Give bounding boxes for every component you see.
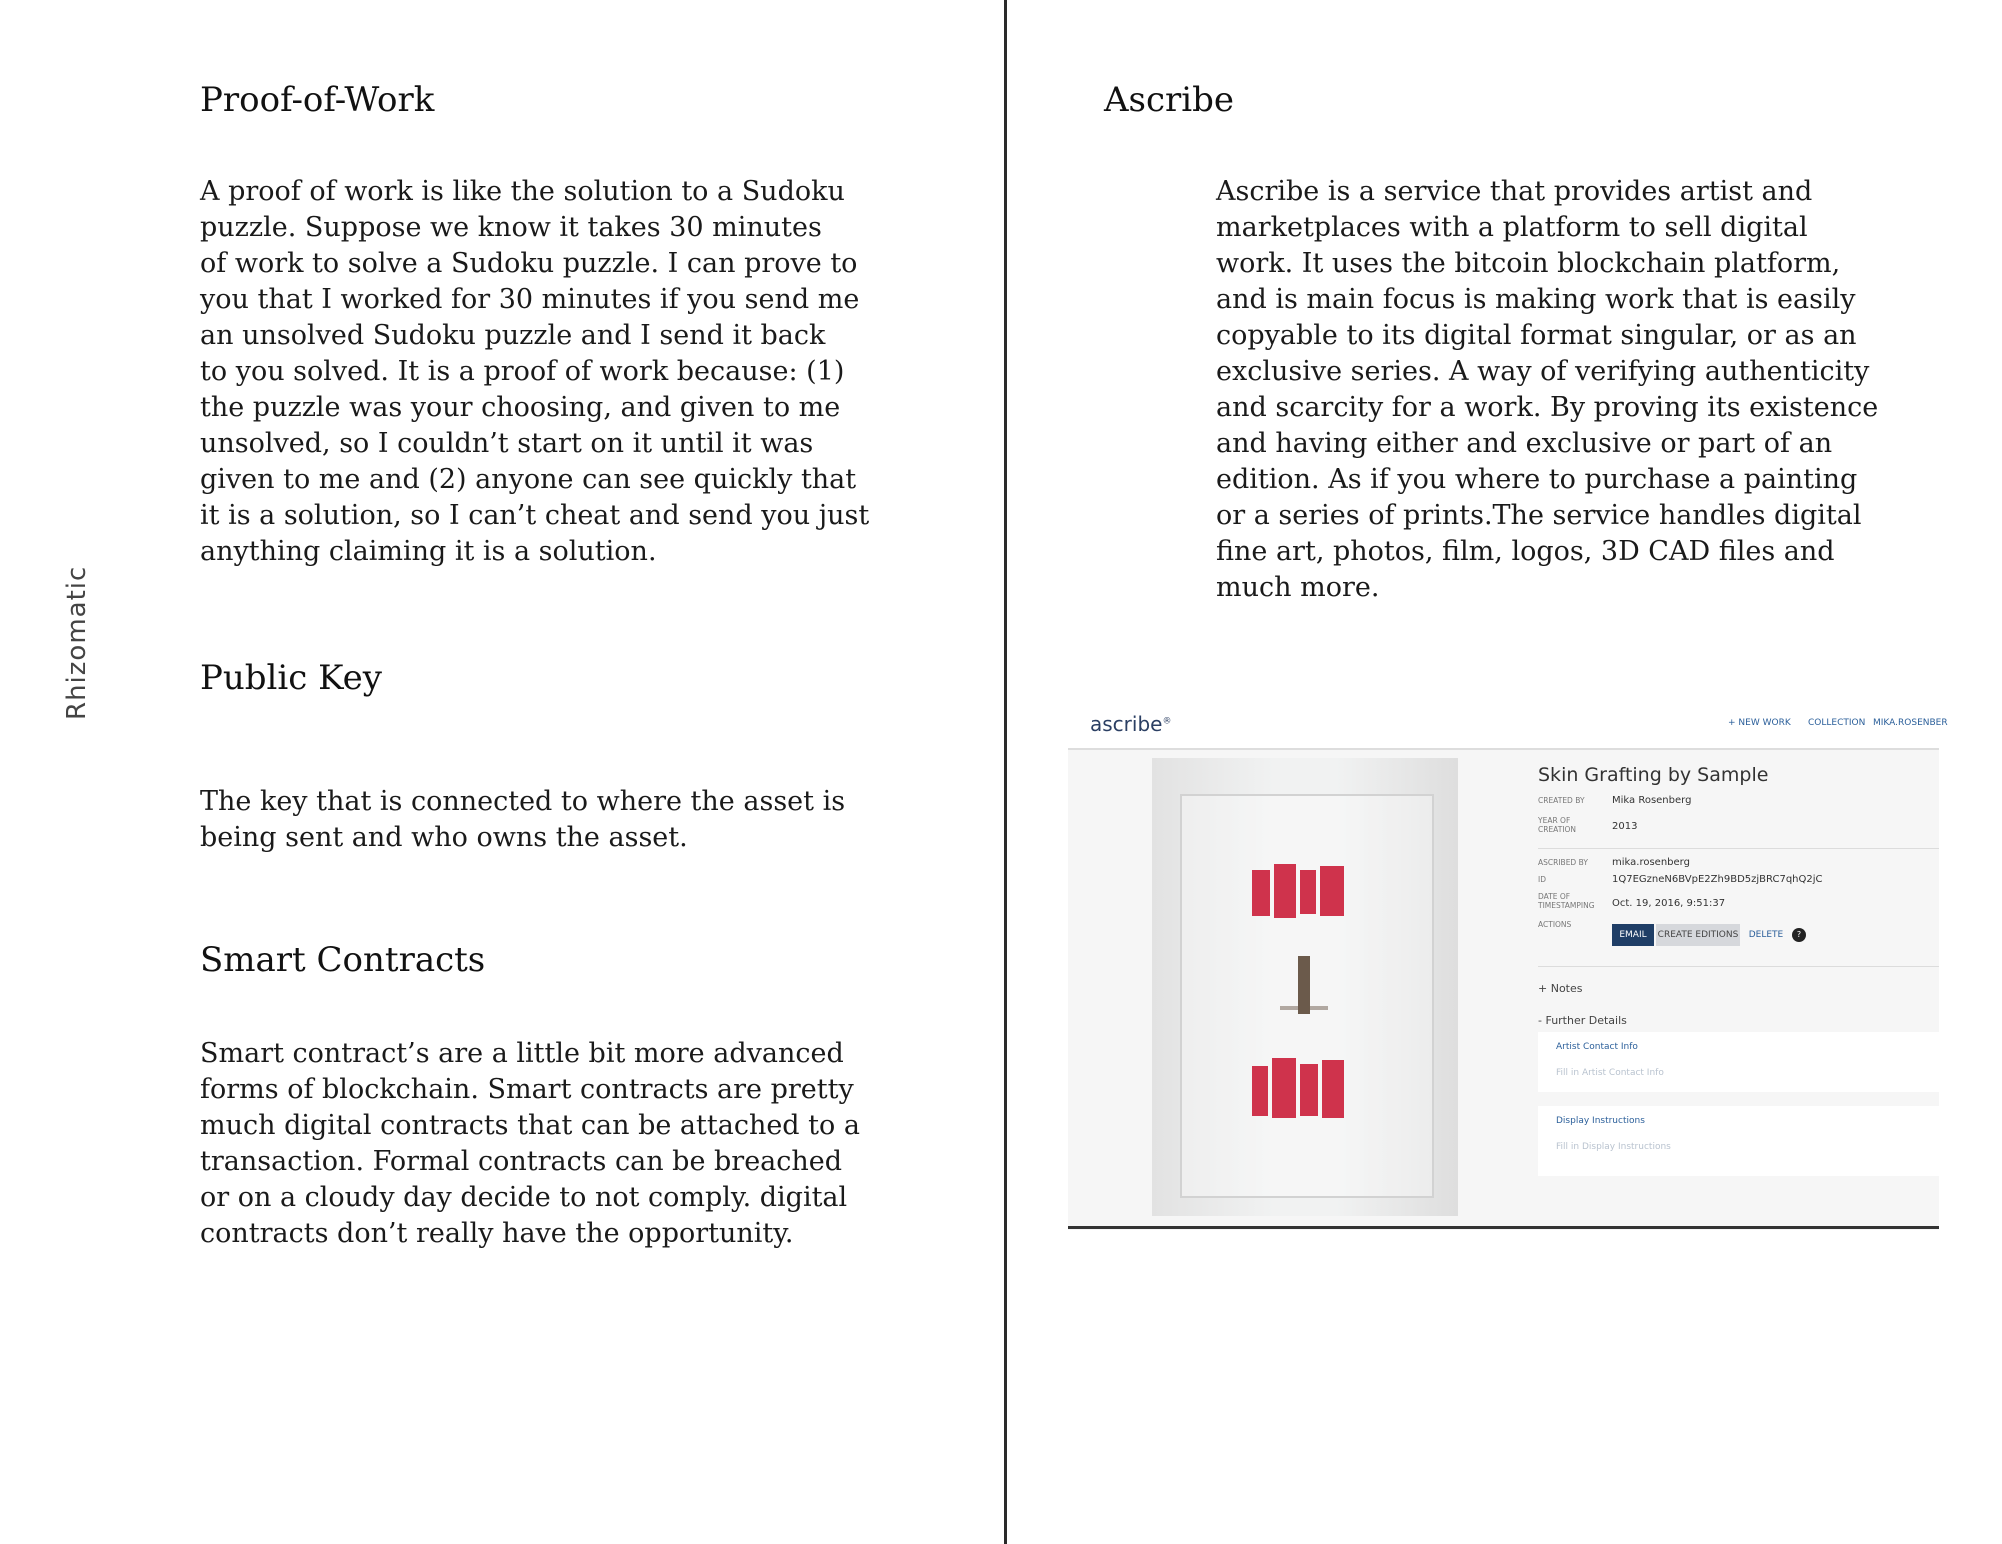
- paragraph-smart-contracts: Smart contract’s are a little bit more advanced forms of blockchain. Smart contracts are pretty much digital contracts that can be attached to a transaction. Formal contracts can be breached or on a cloudy day decide to not comply. digital contracts don’t really have the opportunity.: [200, 1038, 860, 1249]
- further-details-toggle[interactable]: - Further Details: [1538, 1014, 1627, 1027]
- heading-smart-contracts: Smart Contracts: [200, 940, 486, 980]
- artist-contact-input[interactable]: Fill in Artist Contact Info: [1556, 1068, 1664, 1078]
- artwork-title: Skin Grafting by Sample: [1538, 764, 1769, 786]
- nav-user-menu[interactable]: MIKA.ROSENBER: [1873, 718, 1948, 728]
- display-instructions-input[interactable]: Fill in Display Instructions: [1556, 1142, 1671, 1152]
- running-side-label: Rhizomatic: [62, 565, 92, 720]
- heading-ascribe: Ascribe: [1104, 80, 1235, 120]
- date-label: DATE OF TIMESTAMPING: [1538, 892, 1595, 910]
- screenshot-bottom-border: [1068, 1226, 1939, 1229]
- page-divider: [1004, 0, 1007, 1544]
- artwork-image: [1152, 758, 1458, 1216]
- artwork-details: [1538, 750, 1939, 1230]
- display-instructions-title: Display Instructions: [1556, 1116, 1645, 1126]
- ascribed-by-value: mika.rosenberg: [1612, 857, 1690, 868]
- artist-contact-card: [1538, 1032, 1939, 1092]
- ascribed-by-label: ASCRIBED BY: [1538, 858, 1588, 867]
- paragraph-ascribe: Ascribe is a service that provides artist and marketplaces with a platform to sell digital work. It uses the bitcoin blockchain platform, and is main focus is making work that is easily copyable to its digital format singular, or as an exclusive series. A way of verifying authenticity and scarcity for a work. By proving its existence and having either and exclusive or part of an edition. As if you where to purchase a painting or a series of prints.The service handles digital fine art, photos, film, logos, 3D CAD files and much more.: [1216, 176, 1879, 603]
- paragraph-proof-of-work: A proof of work is like the solution to a Sudoku puzzle. Suppose we know it takes 30 minutes of work to solve a Sudoku puzzle. I can prove to you that I worked for 30 minutes if you send me an unsolved Sudoku puzzle and I send it back to you solved. It is a proof of work because: (1) the puzzle was your choosing, and given to me unsolved, so I couldn’t start on it until it was given to me and (2) anyone can see quickly that it is a solution, so I can’t cheat and send you just anything claiming it is a solution.: [200, 176, 870, 567]
- ascribe-content: [1068, 750, 1939, 1230]
- notes-toggle[interactable]: + Notes: [1538, 982, 1583, 995]
- display-instructions-card: [1538, 1106, 1939, 1176]
- artist-contact-title: Artist Contact Info: [1556, 1042, 1638, 1052]
- heading-proof-of-work: Proof-of-Work: [200, 80, 435, 120]
- ascribe-topbar: [1068, 700, 1948, 750]
- ascribe-logo: ascribe®: [1090, 712, 1172, 736]
- ascribe-screenshot: [1068, 700, 1948, 1230]
- nav-new-work[interactable]: + NEW WORK: [1728, 718, 1791, 728]
- id-value: 1Q7EGzneN6BVpE2Zh9BD5zjBRC7qhQ2jC: [1612, 874, 1823, 885]
- actions-label: ACTIONS: [1538, 920, 1572, 929]
- date-value: Oct. 19, 2016, 9:51:37: [1612, 898, 1726, 909]
- year-label: YEAR OF CREATION: [1538, 816, 1577, 834]
- create-editions-button[interactable]: CREATE EDITIONS: [1656, 924, 1740, 946]
- heading-public-key: Public Key: [200, 658, 382, 698]
- email-button[interactable]: EMAIL: [1612, 924, 1654, 946]
- paragraph-public-key: The key that is connected to where the asset is being sent and who owns the asset.: [200, 786, 846, 853]
- year-value: 2013: [1612, 821, 1638, 832]
- nav-collection[interactable]: COLLECTION: [1808, 718, 1866, 728]
- delete-button[interactable]: DELETE: [1748, 930, 1784, 940]
- help-icon[interactable]: ?: [1792, 928, 1806, 942]
- created-by-label: CREATED BY: [1538, 796, 1585, 805]
- id-label: ID: [1538, 875, 1546, 884]
- created-by-value: Mika Rosenberg: [1612, 795, 1692, 806]
